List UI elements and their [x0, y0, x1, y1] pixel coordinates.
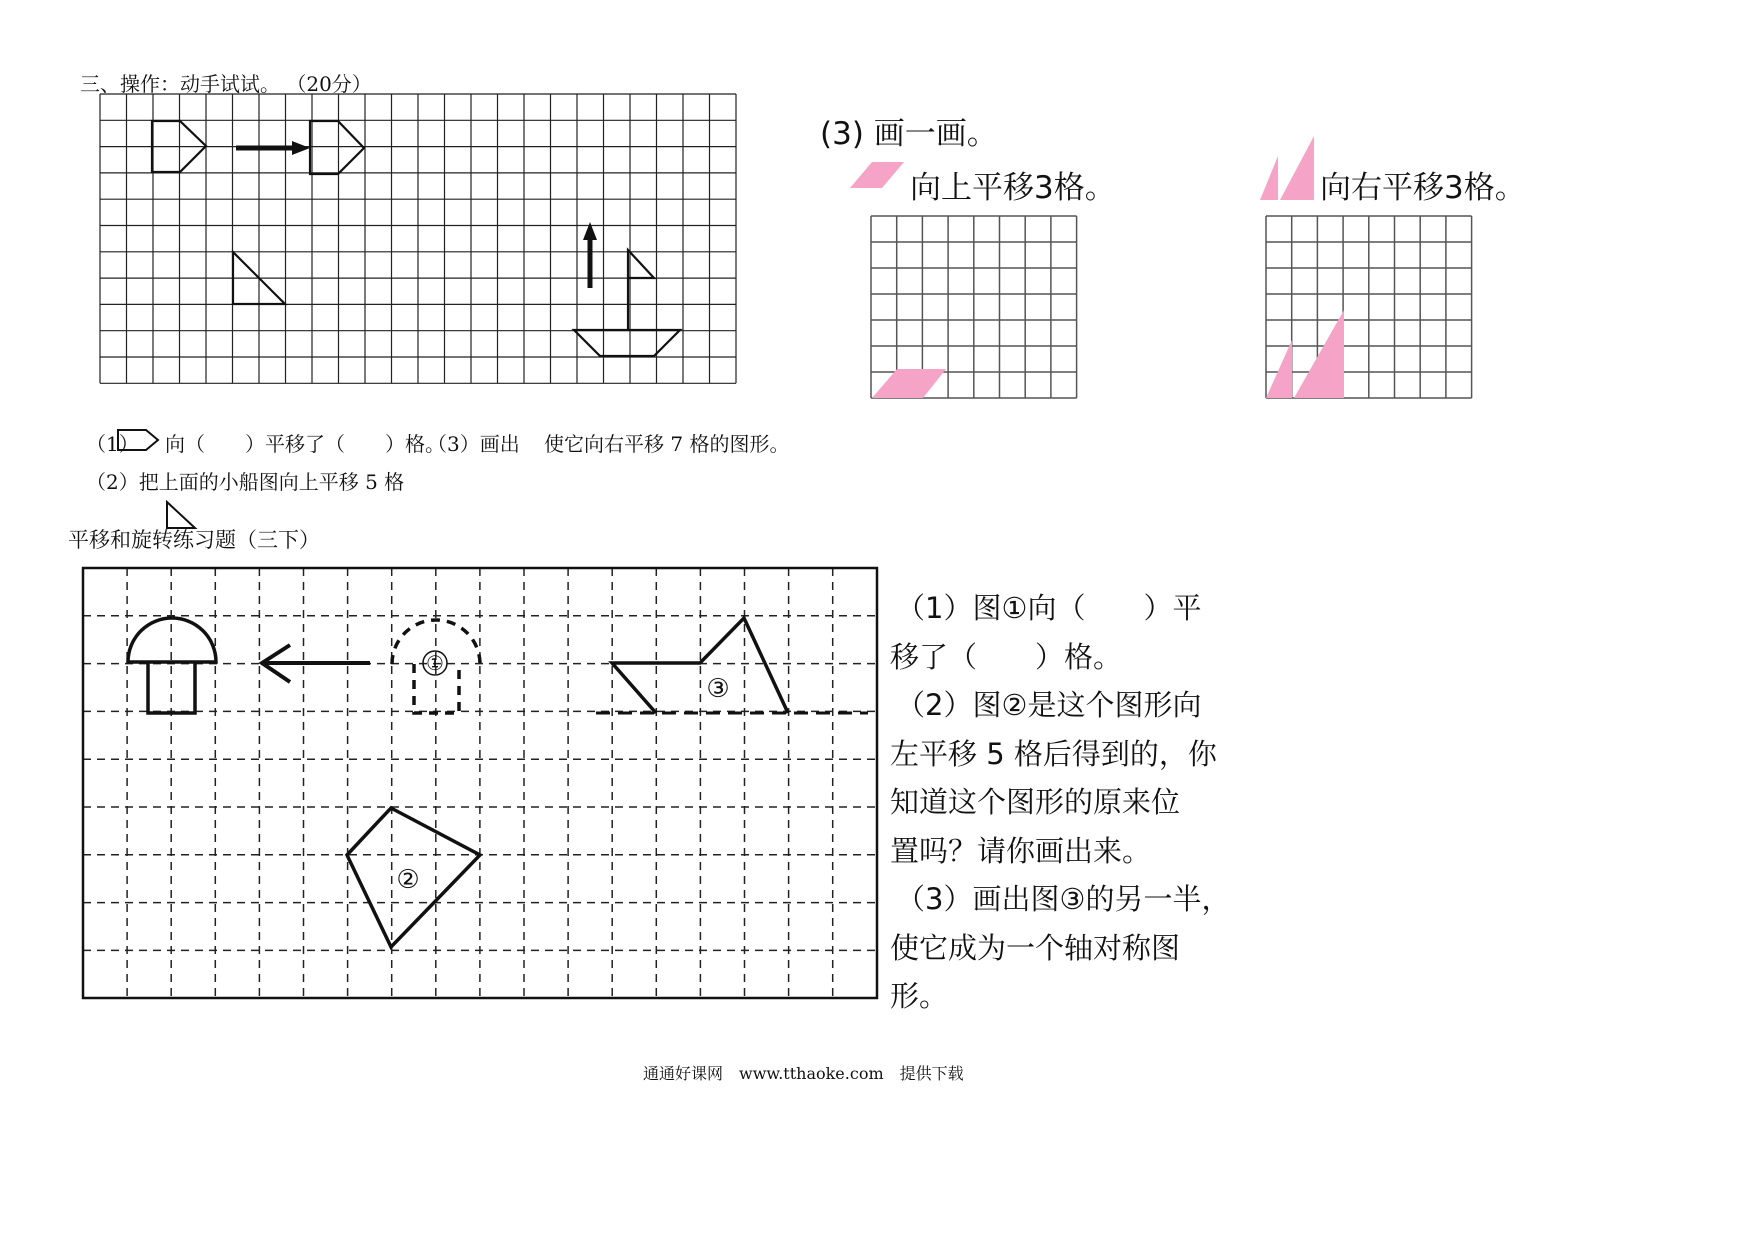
label-1: ① [426, 651, 444, 675]
practice-questions [890, 584, 1230, 1021]
label-2: ② [396, 865, 420, 895]
question-1-prefix: （1） [86, 432, 139, 456]
footer-credit: 通通好课网 www.tthaoke.com 提供下载 [643, 1064, 964, 1083]
practice-title: 平移和旋转练习题（三下） [68, 528, 320, 552]
practice-question-line: 移了（ ）格。 [890, 639, 1123, 674]
practice-question-line: （2）图②是这个图形向 [896, 688, 1202, 722]
practice-question-line: 置吗？请你画出来。 [890, 833, 1152, 868]
practice-question-line: （1）图①向（ ）平 [896, 591, 1202, 625]
question-2-text: （2）把上面的小船图向上平移 5 格 [86, 470, 405, 494]
practice-question-line: 使它成为一个轴对称图 [890, 930, 1181, 965]
question-3-prefix: （3）画出 [427, 432, 520, 456]
draw-panel-title: (3) 画一画。 [820, 116, 998, 152]
practice-question-line: 形。 [890, 979, 949, 1013]
left-instruction: 向上平移3格。 [910, 170, 1116, 206]
section-heading: 三、操作：动手试试。 （20分） [80, 72, 372, 96]
practice-question-line: 左平移 5 格后得到的，你 [890, 736, 1217, 771]
question-1-text: 向（ ）平移了（ ）格。 [165, 432, 445, 456]
mushroom-shape [128, 618, 216, 713]
practice-question-line: 知道这个图形的原来位 [890, 785, 1181, 819]
left-arrow [262, 645, 370, 682]
label-3: ③ [706, 674, 730, 704]
right-instruction: 向右平移3格。 [1320, 170, 1526, 206]
practice-question-line: （3）画出图③的另一半， [896, 882, 1231, 916]
question-3-text: 使它向右平移 7 格的图形。 [544, 432, 790, 456]
